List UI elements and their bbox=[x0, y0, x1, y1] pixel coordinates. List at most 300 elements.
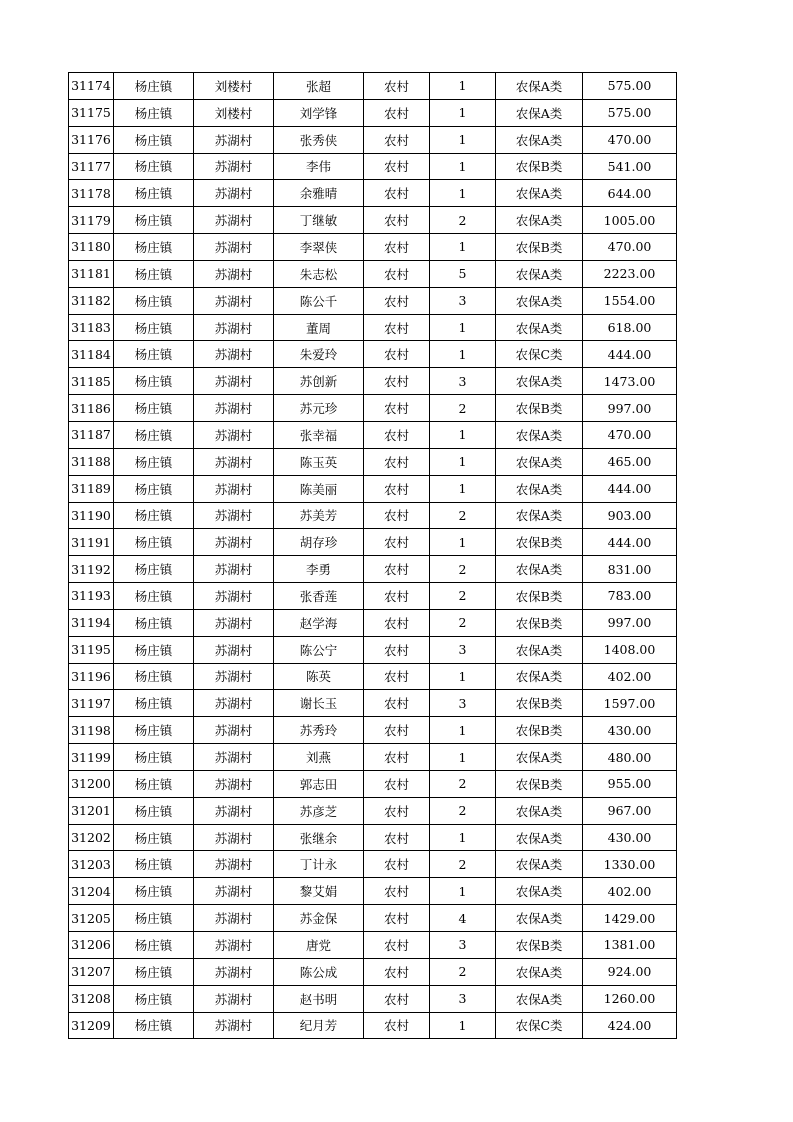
cell-village: 苏湖村 bbox=[194, 556, 274, 583]
cell-person-count: 1 bbox=[430, 448, 496, 475]
cell-village: 苏湖村 bbox=[194, 744, 274, 771]
cell-household-type: 农村 bbox=[364, 851, 430, 878]
cell-name: 陈公成 bbox=[274, 958, 364, 985]
cell-village: 苏湖村 bbox=[194, 636, 274, 663]
cell-name: 陈玉英 bbox=[274, 448, 364, 475]
cell-name: 张幸福 bbox=[274, 421, 364, 448]
cell-town: 杨庄镇 bbox=[114, 985, 194, 1012]
cell-village: 苏湖村 bbox=[194, 958, 274, 985]
cell-village: 苏湖村 bbox=[194, 609, 274, 636]
cell-amount: 444.00 bbox=[583, 529, 677, 556]
cell-amount: 444.00 bbox=[583, 475, 677, 502]
table-row bbox=[69, 878, 677, 905]
cell-town: 杨庄镇 bbox=[114, 770, 194, 797]
cell-village: 苏湖村 bbox=[194, 314, 274, 341]
cell-town: 杨庄镇 bbox=[114, 314, 194, 341]
table-row bbox=[69, 636, 677, 663]
cell-name: 唐党 bbox=[274, 932, 364, 959]
cell-town: 杨庄镇 bbox=[114, 556, 194, 583]
cell-amount: 424.00 bbox=[583, 1012, 677, 1039]
table-row bbox=[69, 126, 677, 153]
cell-insurance-class: 农保A类 bbox=[496, 475, 583, 502]
cell-insurance-class: 农保B类 bbox=[496, 690, 583, 717]
cell-amount: 1330.00 bbox=[583, 851, 677, 878]
cell-person-count: 1 bbox=[430, 153, 496, 180]
cell-household-type: 农村 bbox=[364, 448, 430, 475]
table-row bbox=[69, 556, 677, 583]
cell-household-type: 农村 bbox=[364, 368, 430, 395]
cell-household-type: 农村 bbox=[364, 207, 430, 234]
cell-village: 苏湖村 bbox=[194, 207, 274, 234]
table-row bbox=[69, 663, 677, 690]
cell-town: 杨庄镇 bbox=[114, 341, 194, 368]
cell-name: 黎艾娟 bbox=[274, 878, 364, 905]
cell-amount: 644.00 bbox=[583, 180, 677, 207]
cell-person-count: 1 bbox=[430, 744, 496, 771]
cell-record-id: 31184 bbox=[69, 341, 114, 368]
cell-insurance-class: 农保A类 bbox=[496, 636, 583, 663]
cell-person-count: 1 bbox=[430, 475, 496, 502]
cell-record-id: 31208 bbox=[69, 985, 114, 1012]
cell-person-count: 1 bbox=[430, 314, 496, 341]
cell-name: 纪月芳 bbox=[274, 1012, 364, 1039]
cell-household-type: 农村 bbox=[364, 690, 430, 717]
cell-household-type: 农村 bbox=[364, 421, 430, 448]
cell-amount: 470.00 bbox=[583, 126, 677, 153]
cell-insurance-class: 农保B类 bbox=[496, 609, 583, 636]
cell-insurance-class: 农保C类 bbox=[496, 1012, 583, 1039]
cell-amount: 541.00 bbox=[583, 153, 677, 180]
cell-record-id: 31193 bbox=[69, 583, 114, 610]
cell-town: 杨庄镇 bbox=[114, 958, 194, 985]
cell-household-type: 农村 bbox=[364, 153, 430, 180]
cell-town: 杨庄镇 bbox=[114, 932, 194, 959]
cell-person-count: 1 bbox=[430, 824, 496, 851]
cell-insurance-class: 农保B类 bbox=[496, 583, 583, 610]
cell-person-count: 2 bbox=[430, 583, 496, 610]
cell-insurance-class: 农保A类 bbox=[496, 663, 583, 690]
cell-town: 杨庄镇 bbox=[114, 448, 194, 475]
cell-insurance-class: 农保A类 bbox=[496, 126, 583, 153]
cell-amount: 997.00 bbox=[583, 395, 677, 422]
cell-insurance-class: 农保C类 bbox=[496, 341, 583, 368]
cell-village: 苏湖村 bbox=[194, 878, 274, 905]
cell-insurance-class: 农保B类 bbox=[496, 770, 583, 797]
cell-town: 杨庄镇 bbox=[114, 395, 194, 422]
cell-person-count: 1 bbox=[430, 341, 496, 368]
roster-table bbox=[68, 72, 677, 1039]
cell-insurance-class: 农保A类 bbox=[496, 905, 583, 932]
cell-amount: 997.00 bbox=[583, 609, 677, 636]
cell-amount: 1260.00 bbox=[583, 985, 677, 1012]
cell-record-id: 31179 bbox=[69, 207, 114, 234]
cell-record-id: 31187 bbox=[69, 421, 114, 448]
cell-amount: 903.00 bbox=[583, 502, 677, 529]
cell-person-count: 3 bbox=[430, 932, 496, 959]
table-row bbox=[69, 851, 677, 878]
cell-household-type: 农村 bbox=[364, 717, 430, 744]
cell-person-count: 1 bbox=[430, 1012, 496, 1039]
table-row bbox=[69, 958, 677, 985]
cell-person-count: 1 bbox=[430, 99, 496, 126]
cell-insurance-class: 农保A类 bbox=[496, 958, 583, 985]
cell-name: 董周 bbox=[274, 314, 364, 341]
cell-record-id: 31185 bbox=[69, 368, 114, 395]
cell-village: 苏湖村 bbox=[194, 287, 274, 314]
cell-insurance-class: 农保A类 bbox=[496, 368, 583, 395]
cell-insurance-class: 农保A类 bbox=[496, 797, 583, 824]
cell-record-id: 31198 bbox=[69, 717, 114, 744]
cell-person-count: 2 bbox=[430, 556, 496, 583]
cell-household-type: 农村 bbox=[364, 234, 430, 261]
cell-name: 张超 bbox=[274, 73, 364, 100]
cell-person-count: 3 bbox=[430, 368, 496, 395]
cell-name: 刘燕 bbox=[274, 744, 364, 771]
cell-insurance-class: 农保A类 bbox=[496, 878, 583, 905]
cell-amount: 402.00 bbox=[583, 878, 677, 905]
cell-name: 赵书明 bbox=[274, 985, 364, 1012]
cell-insurance-class: 农保A类 bbox=[496, 73, 583, 100]
cell-name: 谢长玉 bbox=[274, 690, 364, 717]
cell-record-id: 31197 bbox=[69, 690, 114, 717]
cell-record-id: 31206 bbox=[69, 932, 114, 959]
table-row bbox=[69, 824, 677, 851]
cell-record-id: 31196 bbox=[69, 663, 114, 690]
cell-name: 李伟 bbox=[274, 153, 364, 180]
cell-name: 苏秀玲 bbox=[274, 717, 364, 744]
cell-town: 杨庄镇 bbox=[114, 368, 194, 395]
cell-town: 杨庄镇 bbox=[114, 73, 194, 100]
cell-town: 杨庄镇 bbox=[114, 717, 194, 744]
cell-record-id: 31180 bbox=[69, 234, 114, 261]
cell-town: 杨庄镇 bbox=[114, 851, 194, 878]
cell-insurance-class: 农保A类 bbox=[496, 421, 583, 448]
cell-person-count: 3 bbox=[430, 985, 496, 1012]
cell-record-id: 31188 bbox=[69, 448, 114, 475]
cell-insurance-class: 农保A类 bbox=[496, 99, 583, 126]
cell-household-type: 农村 bbox=[364, 180, 430, 207]
cell-person-count: 3 bbox=[430, 636, 496, 663]
cell-village: 苏湖村 bbox=[194, 529, 274, 556]
cell-village: 苏湖村 bbox=[194, 475, 274, 502]
cell-village: 苏湖村 bbox=[194, 770, 274, 797]
cell-town: 杨庄镇 bbox=[114, 663, 194, 690]
cell-amount: 470.00 bbox=[583, 234, 677, 261]
cell-amount: 430.00 bbox=[583, 824, 677, 851]
table-row bbox=[69, 153, 677, 180]
cell-name: 胡存珍 bbox=[274, 529, 364, 556]
cell-amount: 618.00 bbox=[583, 314, 677, 341]
cell-insurance-class: 农保B类 bbox=[496, 932, 583, 959]
cell-name: 苏创新 bbox=[274, 368, 364, 395]
table-row bbox=[69, 797, 677, 824]
cell-amount: 955.00 bbox=[583, 770, 677, 797]
cell-village: 苏湖村 bbox=[194, 180, 274, 207]
cell-record-id: 31176 bbox=[69, 126, 114, 153]
cell-name: 李翠侠 bbox=[274, 234, 364, 261]
cell-record-id: 31195 bbox=[69, 636, 114, 663]
table-row bbox=[69, 287, 677, 314]
cell-town: 杨庄镇 bbox=[114, 744, 194, 771]
cell-name: 郭志田 bbox=[274, 770, 364, 797]
cell-name: 张香莲 bbox=[274, 583, 364, 610]
cell-name: 陈公宁 bbox=[274, 636, 364, 663]
cell-record-id: 31199 bbox=[69, 744, 114, 771]
cell-household-type: 农村 bbox=[364, 1012, 430, 1039]
cell-insurance-class: 农保B类 bbox=[496, 234, 583, 261]
cell-village: 苏湖村 bbox=[194, 502, 274, 529]
cell-household-type: 农村 bbox=[364, 583, 430, 610]
cell-name: 朱志松 bbox=[274, 260, 364, 287]
cell-village: 刘楼村 bbox=[194, 99, 274, 126]
cell-record-id: 31205 bbox=[69, 905, 114, 932]
cell-insurance-class: 农保A类 bbox=[496, 260, 583, 287]
table-row bbox=[69, 1012, 677, 1039]
cell-amount: 1473.00 bbox=[583, 368, 677, 395]
cell-name: 余雅晴 bbox=[274, 180, 364, 207]
cell-household-type: 农村 bbox=[364, 475, 430, 502]
cell-household-type: 农村 bbox=[364, 663, 430, 690]
cell-town: 杨庄镇 bbox=[114, 287, 194, 314]
cell-amount: 924.00 bbox=[583, 958, 677, 985]
cell-person-count: 5 bbox=[430, 260, 496, 287]
cell-amount: 783.00 bbox=[583, 583, 677, 610]
cell-town: 杨庄镇 bbox=[114, 234, 194, 261]
cell-village: 苏湖村 bbox=[194, 448, 274, 475]
cell-village: 苏湖村 bbox=[194, 1012, 274, 1039]
cell-insurance-class: 农保A类 bbox=[496, 744, 583, 771]
cell-town: 杨庄镇 bbox=[114, 905, 194, 932]
cell-record-id: 31174 bbox=[69, 73, 114, 100]
cell-record-id: 31209 bbox=[69, 1012, 114, 1039]
cell-village: 苏湖村 bbox=[194, 126, 274, 153]
cell-insurance-class: 农保A类 bbox=[496, 314, 583, 341]
table-row bbox=[69, 207, 677, 234]
table-row bbox=[69, 985, 677, 1012]
cell-village: 苏湖村 bbox=[194, 824, 274, 851]
cell-village: 苏湖村 bbox=[194, 260, 274, 287]
cell-person-count: 1 bbox=[430, 234, 496, 261]
cell-household-type: 农村 bbox=[364, 314, 430, 341]
cell-insurance-class: 农保B类 bbox=[496, 529, 583, 556]
cell-name: 赵学海 bbox=[274, 609, 364, 636]
cell-amount: 465.00 bbox=[583, 448, 677, 475]
cell-household-type: 农村 bbox=[364, 797, 430, 824]
table-row bbox=[69, 905, 677, 932]
cell-record-id: 31175 bbox=[69, 99, 114, 126]
cell-person-count: 1 bbox=[430, 126, 496, 153]
cell-household-type: 农村 bbox=[364, 770, 430, 797]
cell-record-id: 31181 bbox=[69, 260, 114, 287]
cell-person-count: 2 bbox=[430, 609, 496, 636]
cell-household-type: 农村 bbox=[364, 609, 430, 636]
cell-record-id: 31190 bbox=[69, 502, 114, 529]
cell-name: 朱爱玲 bbox=[274, 341, 364, 368]
cell-household-type: 农村 bbox=[364, 260, 430, 287]
cell-household-type: 农村 bbox=[364, 529, 430, 556]
table-row bbox=[69, 260, 677, 287]
cell-amount: 1429.00 bbox=[583, 905, 677, 932]
cell-amount: 470.00 bbox=[583, 421, 677, 448]
cell-person-count: 1 bbox=[430, 663, 496, 690]
table-row bbox=[69, 99, 677, 126]
cell-amount: 1005.00 bbox=[583, 207, 677, 234]
cell-amount: 2223.00 bbox=[583, 260, 677, 287]
cell-person-count: 4 bbox=[430, 905, 496, 932]
cell-village: 苏湖村 bbox=[194, 341, 274, 368]
cell-household-type: 农村 bbox=[364, 126, 430, 153]
cell-household-type: 农村 bbox=[364, 932, 430, 959]
cell-town: 杨庄镇 bbox=[114, 126, 194, 153]
cell-household-type: 农村 bbox=[364, 287, 430, 314]
cell-town: 杨庄镇 bbox=[114, 502, 194, 529]
cell-insurance-class: 农保A类 bbox=[496, 180, 583, 207]
cell-town: 杨庄镇 bbox=[114, 583, 194, 610]
cell-name: 苏彦芝 bbox=[274, 797, 364, 824]
cell-amount: 1554.00 bbox=[583, 287, 677, 314]
cell-town: 杨庄镇 bbox=[114, 180, 194, 207]
cell-village: 苏湖村 bbox=[194, 395, 274, 422]
cell-record-id: 31178 bbox=[69, 180, 114, 207]
cell-household-type: 农村 bbox=[364, 502, 430, 529]
cell-amount: 967.00 bbox=[583, 797, 677, 824]
cell-record-id: 31201 bbox=[69, 797, 114, 824]
cell-name: 李勇 bbox=[274, 556, 364, 583]
cell-insurance-class: 农保A类 bbox=[496, 207, 583, 234]
cell-person-count: 1 bbox=[430, 878, 496, 905]
table-row bbox=[69, 717, 677, 744]
cell-record-id: 31207 bbox=[69, 958, 114, 985]
table-row bbox=[69, 583, 677, 610]
cell-insurance-class: 农保A类 bbox=[496, 556, 583, 583]
cell-household-type: 农村 bbox=[364, 99, 430, 126]
cell-person-count: 2 bbox=[430, 851, 496, 878]
cell-village: 苏湖村 bbox=[194, 234, 274, 261]
cell-record-id: 31192 bbox=[69, 556, 114, 583]
cell-person-count: 2 bbox=[430, 770, 496, 797]
table-row bbox=[69, 368, 677, 395]
cell-record-id: 31189 bbox=[69, 475, 114, 502]
cell-village: 苏湖村 bbox=[194, 797, 274, 824]
cell-amount: 402.00 bbox=[583, 663, 677, 690]
cell-record-id: 31182 bbox=[69, 287, 114, 314]
cell-insurance-class: 农保A类 bbox=[496, 985, 583, 1012]
cell-person-count: 2 bbox=[430, 797, 496, 824]
cell-amount: 1381.00 bbox=[583, 932, 677, 959]
cell-name: 苏金保 bbox=[274, 905, 364, 932]
cell-town: 杨庄镇 bbox=[114, 529, 194, 556]
cell-amount: 575.00 bbox=[583, 99, 677, 126]
cell-name: 丁继敏 bbox=[274, 207, 364, 234]
cell-town: 杨庄镇 bbox=[114, 153, 194, 180]
cell-insurance-class: 农保B类 bbox=[496, 153, 583, 180]
cell-person-count: 1 bbox=[430, 717, 496, 744]
cell-household-type: 农村 bbox=[364, 824, 430, 851]
cell-person-count: 2 bbox=[430, 958, 496, 985]
table-row bbox=[69, 744, 677, 771]
cell-insurance-class: 农保A类 bbox=[496, 502, 583, 529]
cell-town: 杨庄镇 bbox=[114, 690, 194, 717]
cell-household-type: 农村 bbox=[364, 341, 430, 368]
cell-amount: 444.00 bbox=[583, 341, 677, 368]
cell-town: 杨庄镇 bbox=[114, 260, 194, 287]
cell-household-type: 农村 bbox=[364, 958, 430, 985]
table-row bbox=[69, 609, 677, 636]
table-row bbox=[69, 475, 677, 502]
cell-insurance-class: 农保A类 bbox=[496, 851, 583, 878]
cell-record-id: 31200 bbox=[69, 770, 114, 797]
cell-name: 张继余 bbox=[274, 824, 364, 851]
cell-insurance-class: 农保A类 bbox=[496, 287, 583, 314]
table-row bbox=[69, 529, 677, 556]
cell-insurance-class: 农保B类 bbox=[496, 395, 583, 422]
cell-village: 苏湖村 bbox=[194, 985, 274, 1012]
cell-town: 杨庄镇 bbox=[114, 207, 194, 234]
cell-village: 苏湖村 bbox=[194, 583, 274, 610]
table-row bbox=[69, 180, 677, 207]
table-row bbox=[69, 448, 677, 475]
cell-town: 杨庄镇 bbox=[114, 1012, 194, 1039]
table-row bbox=[69, 421, 677, 448]
cell-household-type: 农村 bbox=[364, 636, 430, 663]
cell-amount: 480.00 bbox=[583, 744, 677, 771]
cell-record-id: 31204 bbox=[69, 878, 114, 905]
cell-name: 苏元珍 bbox=[274, 395, 364, 422]
cell-record-id: 31177 bbox=[69, 153, 114, 180]
cell-record-id: 31191 bbox=[69, 529, 114, 556]
table-row bbox=[69, 73, 677, 100]
table-row bbox=[69, 690, 677, 717]
cell-record-id: 31202 bbox=[69, 824, 114, 851]
cell-name: 苏美芳 bbox=[274, 502, 364, 529]
cell-person-count: 1 bbox=[430, 73, 496, 100]
cell-amount: 831.00 bbox=[583, 556, 677, 583]
cell-village: 苏湖村 bbox=[194, 905, 274, 932]
cell-name: 陈公千 bbox=[274, 287, 364, 314]
cell-village: 苏湖村 bbox=[194, 932, 274, 959]
cell-household-type: 农村 bbox=[364, 878, 430, 905]
cell-town: 杨庄镇 bbox=[114, 636, 194, 663]
cell-name: 陈英 bbox=[274, 663, 364, 690]
table-row bbox=[69, 395, 677, 422]
cell-town: 杨庄镇 bbox=[114, 421, 194, 448]
cell-household-type: 农村 bbox=[364, 985, 430, 1012]
cell-name: 刘学锋 bbox=[274, 99, 364, 126]
cell-record-id: 31183 bbox=[69, 314, 114, 341]
table-row bbox=[69, 341, 677, 368]
cell-town: 杨庄镇 bbox=[114, 609, 194, 636]
cell-name: 丁计永 bbox=[274, 851, 364, 878]
roster-body bbox=[69, 73, 677, 1039]
cell-name: 陈美丽 bbox=[274, 475, 364, 502]
cell-insurance-class: 农保A类 bbox=[496, 824, 583, 851]
cell-town: 杨庄镇 bbox=[114, 878, 194, 905]
cell-village: 苏湖村 bbox=[194, 851, 274, 878]
cell-household-type: 农村 bbox=[364, 73, 430, 100]
table-row bbox=[69, 932, 677, 959]
cell-household-type: 农村 bbox=[364, 744, 430, 771]
table-row bbox=[69, 234, 677, 261]
cell-record-id: 31194 bbox=[69, 609, 114, 636]
cell-village: 刘楼村 bbox=[194, 73, 274, 100]
cell-person-count: 2 bbox=[430, 395, 496, 422]
cell-record-id: 31186 bbox=[69, 395, 114, 422]
cell-village: 苏湖村 bbox=[194, 421, 274, 448]
cell-village: 苏湖村 bbox=[194, 690, 274, 717]
cell-town: 杨庄镇 bbox=[114, 475, 194, 502]
cell-person-count: 3 bbox=[430, 690, 496, 717]
table-row bbox=[69, 502, 677, 529]
